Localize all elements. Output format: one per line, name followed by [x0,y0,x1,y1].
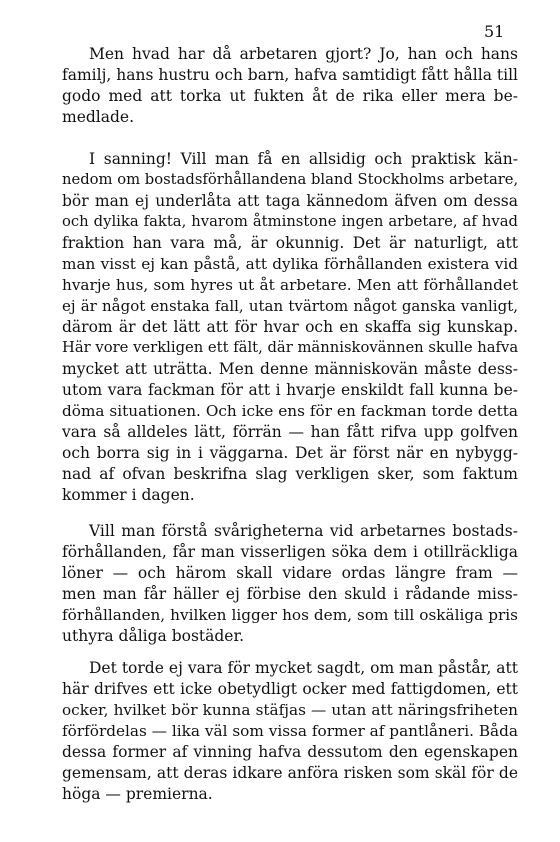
text-line: här drifves ett icke obetydligt ocker med fattigdomen, ett [62,680,518,698]
text-line: kommer i dagen. [62,486,195,504]
text-line: Men hvad har då arbetaren gjort? Jo, han och hans [89,45,518,63]
text-line: Här vore verkligen ett fält, där människovännen skulle hafva [62,339,519,356]
text-line: man visst ej kan påstå, att dylika förhållanden existera vid [62,255,518,273]
text-line: dessa former af vinning hafva dessutom den egenskapen [62,743,518,761]
text-line: I sanning! Vill man få en allsidig och praktisk kän- [89,150,518,168]
text-line: och borra sig in i väggarna. Det är först när en nybygg- [62,444,518,462]
text-line: döma situationen. Och icke ens för en fackman torde detta [62,402,518,420]
text-line: vara så alldeles lätt, förrän — han fått rifva upp golfven [62,423,518,441]
text-line: ej är något enstaka fall, utan tvärtom något ganska vanligt, [62,297,518,315]
text-line: men man får häller ej förbise den skuld i rådande miss- [62,585,518,603]
text-line: därom är det lätt att för hvar och en skaffa sig kunskap. [62,318,518,336]
text-line: nedom om bostadsförhållandena bland Stockholms arbetare, [62,171,519,188]
text-line: Vill man förstå svårigheterna vid arbetarnes bostads- [89,522,518,540]
text-line: nad af ofvan beskrifna slag verkligen sker, som faktum [62,465,518,483]
text-line: hvarje hus, som hyres ut åt arbetare. Men att förhållandet [62,276,518,294]
text-line: gemensam, att deras idkare anföra risken som skäl för de [62,764,518,782]
text-line: förhållanden, får man visserligen söka dem i otillräckliga [62,543,518,561]
text-line: ocker, hvilket bör kunna stäfjas — utan att näringsfriheten [62,701,518,719]
text-line: Det torde ej vara för mycket sagdt, om man påstår, att [89,659,518,677]
text-line: godo med att torka ut fukten åt de rika eller mera be- [62,87,518,105]
text-line: bör man ej underlåta att taga kännedom äfven om dessa [62,192,518,210]
text-line: medlade. [62,108,135,126]
text-line: uthyra dåliga bostäder. [62,627,245,645]
text-line: utom vara fackman för att i hvarje enskildt fall kunna be- [62,381,518,399]
text-line: löner — och härom skall vidare ordas längre fram — [62,564,518,582]
text-line: och dylika fakta, hvarom åtminstone ingen arbetare, af hvad [62,213,518,230]
page-number: 51 [484,22,505,41]
text-line: förhållanden, hvilken ligger hos dem, som till oskäliga pris [62,606,518,624]
text-line: förfördelas — lika väl som vissa former af pantlåneri. Båda [62,722,518,740]
text-line: fraktion han vara må, är okunnig. Det är naturligt, att [62,234,518,252]
text-line: familj, hans hustru och barn, hafva samtidigt fått hålla till [62,66,518,84]
text-line: mycket att uträtta. Men denne människovän måste dess- [62,360,518,378]
text-line: höga — premierna. [62,785,213,803]
